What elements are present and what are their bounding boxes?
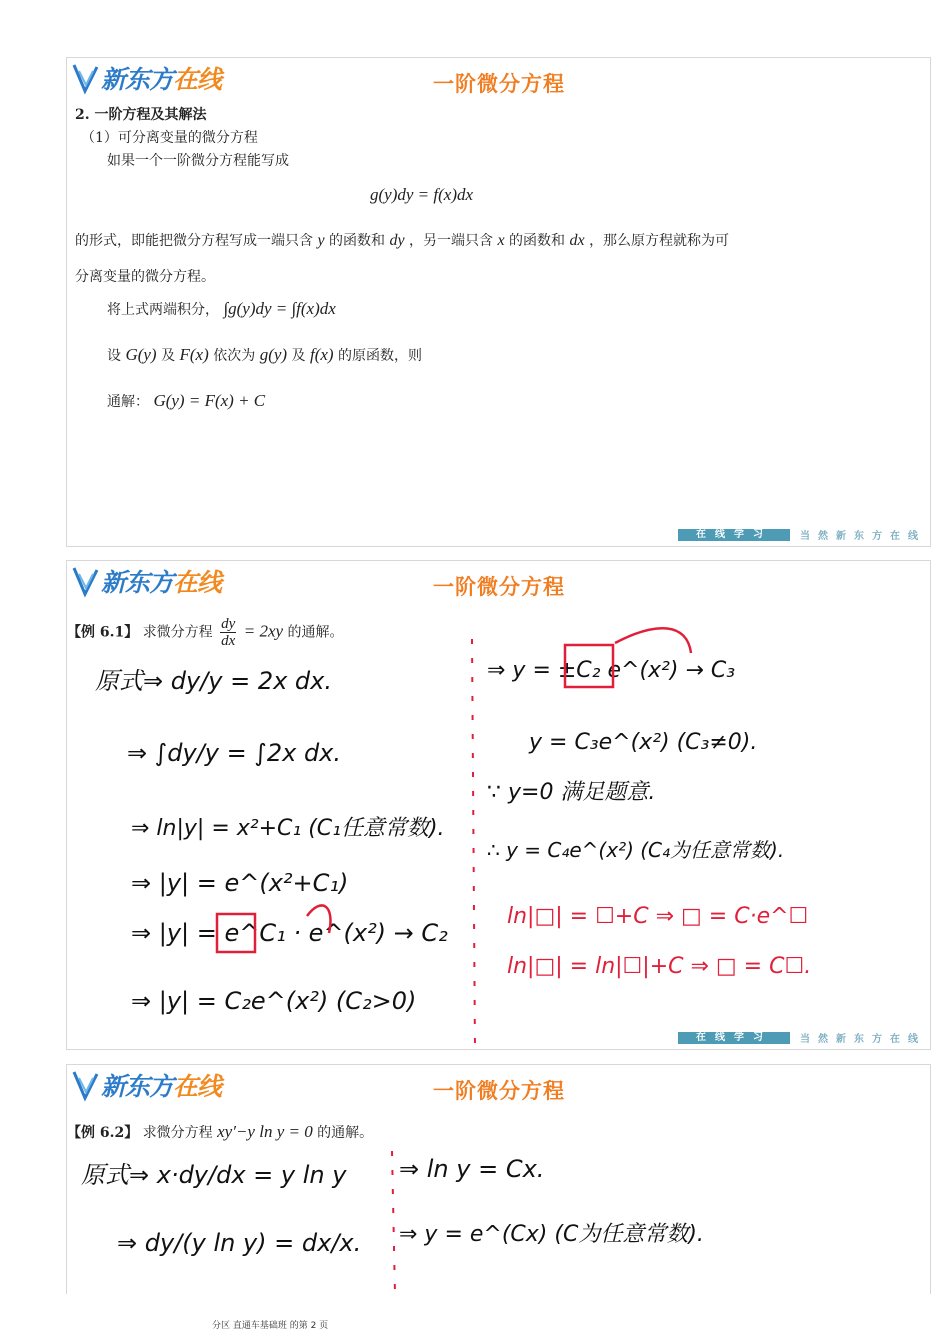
red-divider [392,1151,395,1294]
hw-right-line-4: ∴ y = C₄e^(x²) (C₄为任意常数). [487,838,785,862]
slide-title: 一阶微分方程 [433,575,565,599]
def-var-x: x [497,232,505,249]
def-text-4: 的函数和 [509,233,566,249]
hw-left-line-2: ⇒ ∫dy/y = ∫2x dx. [127,739,342,767]
example-equation: xy′−y ln y = 0 [217,1122,313,1141]
page-footer: 分区 直通车基础班 的第 2 页 [212,1321,329,1331]
separable-formula: g(y)dy = f(x)dx [370,185,474,204]
prim-fx: f(x) [309,345,334,364]
logo-text-part2: 在线 [173,65,222,94]
slide-title: 一阶微分方程 [433,1079,565,1103]
def-var-y: y [317,232,325,249]
slide-title: 一阶微分方程 [433,72,565,96]
example-text-2: 的通解。 [287,624,344,641]
logo-text-part1: 新东方 [101,65,174,94]
hw-left-line-4: ⇒ |y| = e^(x²+C₁) [131,869,349,897]
example-text-1: 求微分方程 [142,624,213,641]
brand-logo [71,60,221,96]
def-var-dx: dx [569,232,585,249]
prim-Fx: F(x) [179,345,209,364]
integrate-line [107,299,336,319]
red-divider [472,639,475,1050]
hw-left-line-2: ⇒ dy/(y ln y) = dx/x. [117,1229,362,1257]
prim-text-3: 依次为 [213,348,256,364]
example-label: 【例 6.2】 [67,1125,139,1141]
hw-left-line-5: ⇒ |y| = e^C₁ · e^(x²) → C₂ [131,919,448,947]
handwritten-solution [67,1065,931,1294]
general-solution-line [107,391,265,411]
slide-footer [678,1030,930,1045]
integrate-label: 将上式两端积分， [107,302,219,318]
hw-left-line-1: 原式⇒ dy/y = 2x dx. [95,667,332,695]
footer-tag: 在线学习 [678,1032,790,1044]
logo-text-part1: 新东方 [101,1072,174,1101]
section-heading: 2. 一阶方程及其解法 [75,107,207,123]
logo-mark-icon [71,61,99,95]
def-text-5: ，那么原方程就称为可 [589,233,730,249]
frac-num: dy [221,616,236,632]
slide-3 [66,1064,931,1294]
prim-text-1: 设 [107,348,121,364]
prim-text-2: 及 [161,348,176,364]
hw-right-line-2: ⇒ y = e^(Cx) (C为任意常数). [399,1222,704,1247]
general-formula: G(y) = F(x) + C [153,391,266,410]
slide-2 [66,560,931,1050]
def-text-2: 的函数和 [329,233,386,249]
intro-text: 如果一个一阶微分方程能写成 [107,153,289,169]
prim-text-5: 的原函数，则 [338,348,423,364]
hw-right-red-1: ln|□| = ☐+C ⇒ □ = C·e^☐ [507,904,809,929]
logo-text-part2: 在线 [173,568,222,597]
example-text-2: 的通解。 [317,1125,374,1141]
prim-Gy: G(y) [125,345,157,364]
logo-text-part1: 新东方 [101,568,174,597]
def-text-3: ，另一端只含 [409,233,494,249]
hw-right-line-1: ⇒ ln y = Cx. [399,1155,545,1183]
slide-1 [66,57,931,547]
def-var-dy: dy [389,232,405,249]
primitive-line [107,345,422,365]
red-arrow-right [615,628,691,653]
hw-right-line-1: ⇒ y = ±C₂ e^(x²) → C₃ [487,658,736,683]
frac-den: dx [221,633,236,649]
footer-slogan: 当然新东方在线 [800,1034,926,1045]
general-label: 通解： [107,394,149,410]
footer-slogan: 当然新东方在线 [800,531,926,542]
logo-text-part2: 在线 [173,1072,222,1101]
definition-line-1 [75,230,729,250]
hw-left-line-1: 原式⇒ x·dy/dx = y ln y [81,1161,347,1189]
definition-line-2: 分离变量的微分方程。 [75,269,215,285]
example-text-1: 求微分方程 [142,1125,213,1141]
hw-left-line-6: ⇒ |y| = C₂e^(x²) (C₂>0) [131,987,417,1015]
hw-left-line-3: ⇒ ln|y| = x²+C₁ (C₁任意常数). [131,816,445,841]
integrate-formula: ∫g(y)dy = ∫f(x)dx [223,299,336,318]
hw-right-red-2: ln|□| = ln|☐|+C ⇒ □ = C☐. [507,954,812,979]
footer-tag: 在线学习 [678,529,790,541]
subsection-heading: （1）可分离变量的微分方程 [81,130,258,146]
slide-footer [678,527,930,542]
example-label: 【例 6.1】 [67,624,139,641]
example-rhs: = 2xy [243,621,284,641]
hw-right-line-3: ∵ y=0 满足题意. [487,780,656,805]
prim-text-4: 及 [291,348,306,364]
handwritten-solution [67,561,931,1050]
prim-gy: g(y) [259,345,288,364]
def-text-1: 的形式，即能把微分方程写成一端只含 [75,233,313,249]
hw-right-line-2: y = C₃e^(x²) (C₃≠0). [529,730,758,755]
